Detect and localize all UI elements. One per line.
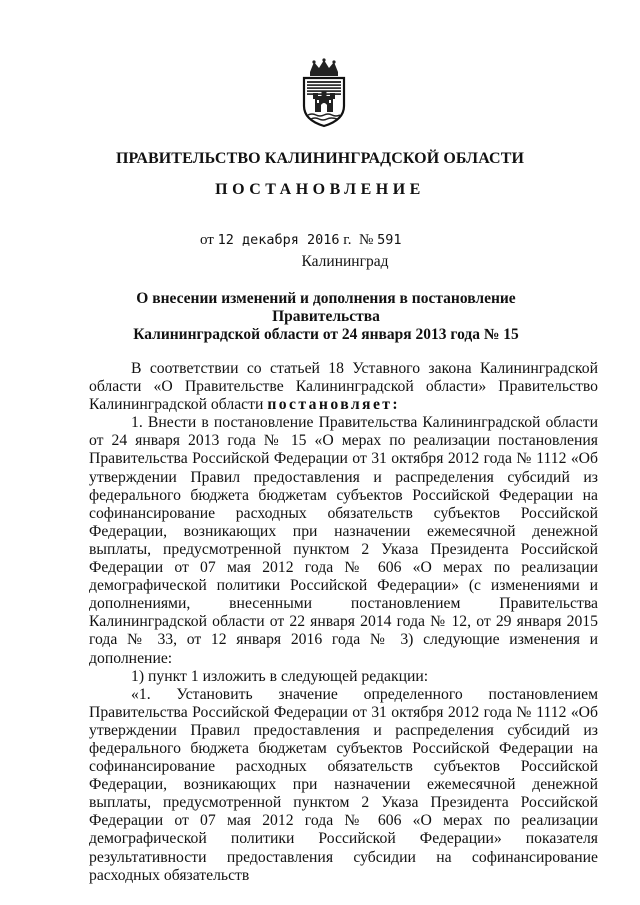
paragraph-clause-1: 1. Внести в постановление Правительства Калининградской области от 24 января 2013 года № 15 «О мерах по реализации постановления Правительства Российской Федерации от 31 октября 2012 года № 1112 «Об утверждении Правил предоставления и распределения субсидий из федерального бюджета бюджетам субъектов Российской Федерации на софинансирование расходных обязательств субъектов Российской Федерации, возникающих при назначении ежемесячной денежной выплаты, предусмотренной пунктом 2 Указа Президента Российской Федерации от 07 мая 2012 года № 606 «О мерах по реализации демографической политики Российской Федерации» (с изменениями и дополнениями, внесенными постановлением Правительства Калининградской области от 22 января 2014 года № 12, от 29 января 2015 года № 33, от 12 января 2016 года № 3) следующие изменения и дополнение: — [89, 414, 598, 667]
date-line — [200, 232, 401, 249]
resolves-word: постановляет: — [267, 396, 401, 414]
document-title — [90, 290, 562, 344]
paragraph-quoted-point-1: «1. Установить значение определенного постановлением Правительства Российской Федерации от 31 октября 2012 года № 1112 «Об утверждении Правил предоставления и распределения субсидий из федерального бюджета бюджетам субъектов Российской Федерации на софинансирование расходных обязательств субъектов Российской Федерации, возникающих при назначении ежемесячной денежной выплаты, предусмотренной пунктом 2 Указа Президента Российской Федерации от 07 мая 2012 года № 606 «О мерах по реализации демографической политики Российской Федерации» показателя результативности предоставления субсидии на софинансирование расходных обязательств — [89, 685, 598, 884]
organization-name: ПРАВИТЕЛЬСТВО КАЛИНИНГРАДСКОЙ ОБЛАСТИ — [115, 150, 525, 167]
title-line-2: Калининградской области от 24 января 2013 года № 15 — [133, 326, 519, 343]
title-line-1: О внесении изменений и дополнения в постановление Правительства — [136, 290, 516, 325]
document-type: ПОСТАНОВЛЕНИЕ — [215, 181, 425, 198]
date-prefix: от — [200, 232, 214, 248]
number-prefix: № — [359, 232, 374, 248]
document-date: 12 декабря 2016 — [217, 232, 340, 248]
city-name: Калининград — [301, 253, 389, 270]
preamble-paragraph — [89, 360, 598, 414]
preamble-text: В соответствии со статьей 18 Уставного закона Калининградской области «О Правительстве Калининградской области» Правительство Калининградской области — [89, 360, 598, 414]
coat-of-arms-icon — [300, 58, 348, 128]
document-body — [89, 360, 598, 885]
document-number: 591 — [377, 232, 402, 248]
date-suffix: г. — [343, 232, 352, 248]
paragraph-subclause-1: 1) пункт 1 изложить в следующей редакции: — [131, 667, 429, 685]
